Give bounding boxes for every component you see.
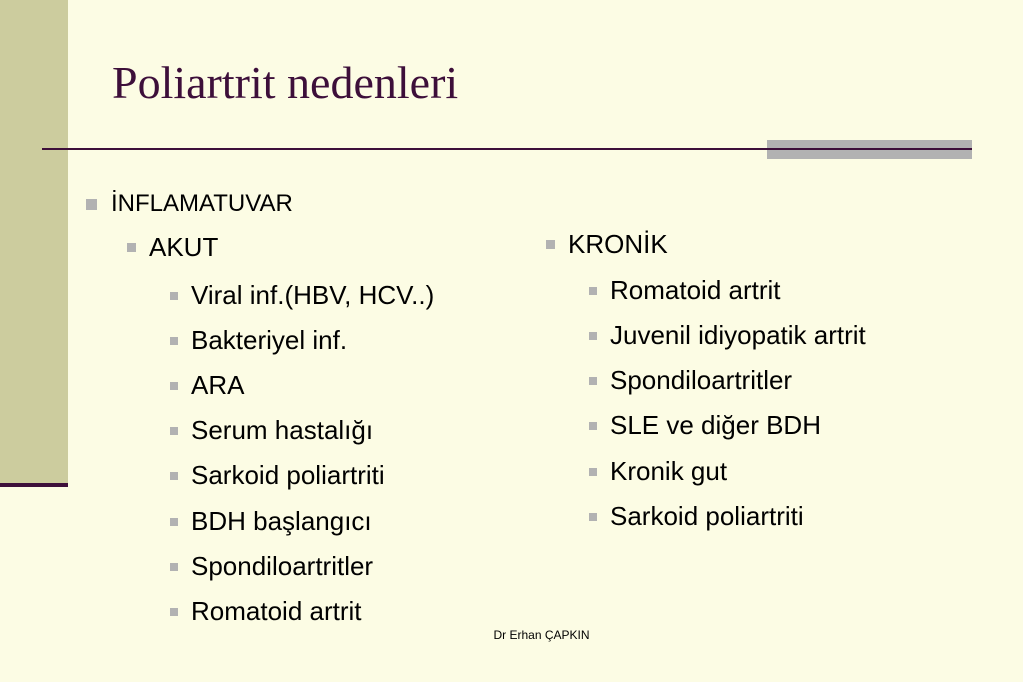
square-bullet-icon xyxy=(170,472,178,480)
list-item-text: Sarkoid poliartriti xyxy=(191,460,385,490)
list-item-kronik xyxy=(546,229,668,260)
list-item xyxy=(170,460,385,491)
list-item-text: Sarkoid poliartriti xyxy=(610,501,804,531)
title-accent-bar xyxy=(767,140,972,159)
list-item xyxy=(170,551,373,582)
list-item-text: Kronik gut xyxy=(610,456,728,486)
square-bullet-icon xyxy=(589,468,597,476)
side-bar-underline xyxy=(0,483,68,487)
list-item xyxy=(589,275,781,306)
list-item-text: Spondiloartritler xyxy=(191,551,374,581)
list-item-inflamatuvar xyxy=(86,190,293,218)
list-item-text: SLE ve diğer BDH xyxy=(610,410,821,440)
square-bullet-icon xyxy=(170,563,178,571)
square-bullet-icon xyxy=(170,337,178,345)
square-bullet-icon xyxy=(170,382,178,390)
list-item xyxy=(589,456,727,487)
list-heading: KRONİK xyxy=(568,229,668,259)
list-heading: İNFLAMATUVAR xyxy=(111,190,293,217)
square-bullet-icon xyxy=(86,199,97,210)
list-subheading: AKUT xyxy=(149,232,219,262)
list-item-text: Romatoid artrit xyxy=(610,275,781,305)
side-bar-decoration xyxy=(0,0,68,483)
square-bullet-icon xyxy=(170,608,178,616)
list-item-text: BDH başlangıcı xyxy=(191,506,372,536)
list-item-text: Spondiloartritler xyxy=(610,365,793,395)
list-item-text: Juvenil idiyopatik artrit xyxy=(610,320,866,350)
list-item-text: Bakteriyel inf. xyxy=(191,325,348,355)
square-bullet-icon xyxy=(589,422,597,430)
square-bullet-icon xyxy=(127,243,136,252)
square-bullet-icon xyxy=(589,287,597,295)
square-bullet-icon xyxy=(589,332,597,340)
list-item xyxy=(170,506,372,537)
list-item-text: Romatoid artrit xyxy=(191,596,362,626)
slide-footer: Dr Erhan ÇAPKIN xyxy=(493,628,590,642)
list-item xyxy=(589,410,821,441)
square-bullet-icon xyxy=(170,518,178,526)
list-item-text: Serum hastalığı xyxy=(191,415,374,445)
square-bullet-icon xyxy=(546,240,555,249)
square-bullet-icon xyxy=(170,427,178,435)
list-item xyxy=(170,325,347,356)
list-item-akut xyxy=(127,232,218,263)
list-item xyxy=(170,415,373,446)
list-item xyxy=(170,280,434,311)
list-item xyxy=(589,320,866,351)
slide-title: Poliartrit nedenleri xyxy=(112,57,459,108)
square-bullet-icon xyxy=(589,377,597,385)
list-item xyxy=(170,370,244,401)
list-item xyxy=(170,596,362,627)
list-item-text: Viral inf.(HBV, HCV..) xyxy=(191,280,435,310)
list-item xyxy=(589,365,792,396)
list-item xyxy=(589,501,804,532)
list-item-text: ARA xyxy=(191,370,245,400)
square-bullet-icon xyxy=(170,292,178,300)
square-bullet-icon xyxy=(589,513,597,521)
